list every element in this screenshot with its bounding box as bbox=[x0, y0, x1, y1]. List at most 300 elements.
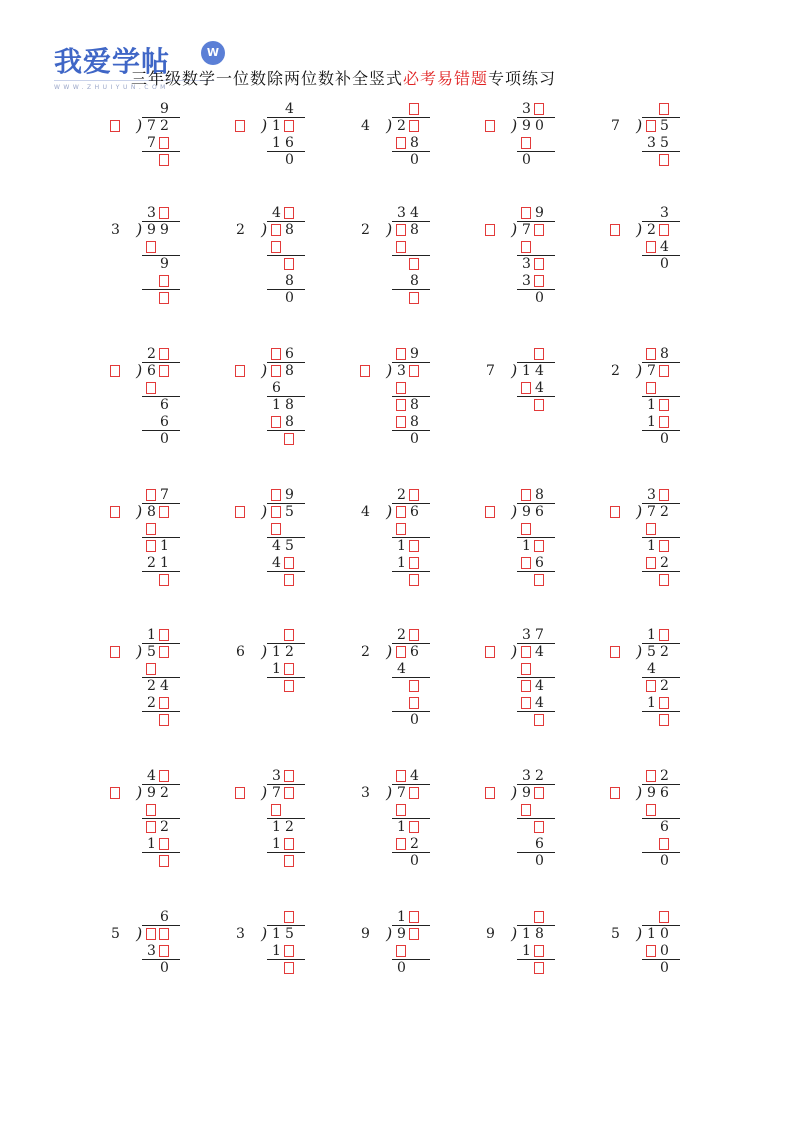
divisor: 9 bbox=[486, 926, 495, 942]
blank-box[interactable] bbox=[396, 804, 406, 816]
work-digit: 6 bbox=[160, 397, 169, 413]
blank-box[interactable] bbox=[646, 348, 656, 360]
blank-box[interactable] bbox=[485, 506, 495, 518]
blank-box[interactable] bbox=[534, 821, 544, 833]
blank-box[interactable] bbox=[485, 120, 495, 132]
work-digit: 4 bbox=[647, 661, 656, 677]
blank-box[interactable] bbox=[284, 945, 294, 957]
blank-box[interactable] bbox=[409, 365, 419, 377]
remainder-digit: 0 bbox=[535, 853, 544, 869]
division-line bbox=[392, 571, 430, 572]
dividend-digit: 1 bbox=[272, 926, 281, 942]
remainder-digit: 0 bbox=[410, 152, 419, 168]
quotient-digit: 3 bbox=[397, 205, 406, 221]
blank-box[interactable] bbox=[521, 697, 531, 709]
work-digit: 8 bbox=[285, 414, 294, 430]
division-bracket: ) bbox=[136, 361, 143, 380]
work-digit: 4 bbox=[397, 661, 406, 677]
blank-box[interactable] bbox=[159, 629, 169, 641]
quotient-digit: 9 bbox=[535, 205, 544, 221]
blank-box[interactable] bbox=[610, 787, 620, 799]
blank-box[interactable] bbox=[159, 838, 169, 850]
blank-box[interactable] bbox=[534, 714, 544, 726]
blank-box[interactable] bbox=[284, 787, 294, 799]
quotient-digit: 9 bbox=[410, 346, 419, 362]
blank-box[interactable] bbox=[159, 365, 169, 377]
division-bracket: ) bbox=[261, 361, 268, 380]
quotient-digit: 7 bbox=[535, 627, 544, 643]
work-digit: 2 bbox=[160, 819, 169, 835]
blank-box[interactable] bbox=[485, 787, 495, 799]
logo-text: 我爱学帖 bbox=[54, 45, 171, 78]
blank-box[interactable] bbox=[396, 646, 406, 658]
blank-box[interactable] bbox=[409, 120, 419, 132]
remainder-digit: 0 bbox=[285, 152, 294, 168]
blank-box[interactable] bbox=[610, 506, 620, 518]
dividend-digit: 8 bbox=[285, 222, 294, 238]
blank-box[interactable] bbox=[271, 416, 281, 428]
quotient-digit: 1 bbox=[647, 627, 656, 643]
quotient-digit: 1 bbox=[397, 909, 406, 925]
blank-box[interactable] bbox=[146, 382, 156, 394]
dividend-digit: 5 bbox=[647, 644, 656, 660]
blank-box[interactable] bbox=[396, 137, 406, 149]
divisor: 5 bbox=[111, 926, 120, 942]
blank-box[interactable] bbox=[271, 506, 281, 518]
blank-box[interactable] bbox=[146, 241, 156, 253]
division-bracket: ) bbox=[136, 783, 143, 802]
dividend-digit: 7 bbox=[147, 118, 156, 134]
remainder-digit: 0 bbox=[522, 152, 531, 168]
dividend-digit: 2 bbox=[660, 504, 669, 520]
blank-box[interactable] bbox=[646, 945, 656, 957]
division-bracket: ) bbox=[261, 502, 268, 521]
blank-box[interactable] bbox=[534, 224, 544, 236]
dividend-digit: 0 bbox=[535, 118, 544, 134]
blank-box[interactable] bbox=[159, 714, 169, 726]
blank-box[interactable] bbox=[271, 804, 281, 816]
blank-box[interactable] bbox=[534, 258, 544, 270]
work-digit: 3 bbox=[522, 273, 531, 289]
blank-box[interactable] bbox=[646, 770, 656, 782]
quotient-digit: 2 bbox=[397, 627, 406, 643]
blank-box[interactable] bbox=[409, 258, 419, 270]
quotient-digit: 3 bbox=[660, 205, 669, 221]
division-bracket: ) bbox=[636, 116, 643, 135]
blank-box[interactable] bbox=[521, 241, 531, 253]
blank-box[interactable] bbox=[646, 557, 656, 569]
blank-box[interactable] bbox=[409, 911, 419, 923]
blank-box[interactable] bbox=[534, 574, 544, 586]
work-digit: 8 bbox=[410, 414, 419, 430]
blank-box[interactable] bbox=[396, 348, 406, 360]
blank-box[interactable] bbox=[284, 855, 294, 867]
blank-box[interactable] bbox=[646, 523, 656, 535]
quotient-digit: 8 bbox=[660, 346, 669, 362]
blank-box[interactable] bbox=[659, 103, 669, 115]
blank-box[interactable] bbox=[110, 120, 120, 132]
division-bracket: ) bbox=[636, 642, 643, 661]
dividend-digit: 9 bbox=[160, 222, 169, 238]
work-digit: 3 bbox=[147, 943, 156, 959]
blank-box[interactable] bbox=[659, 697, 669, 709]
blank-box[interactable] bbox=[284, 680, 294, 692]
blank-box[interactable] bbox=[521, 489, 531, 501]
blank-box[interactable] bbox=[521, 680, 531, 692]
remainder-digit: 0 bbox=[660, 853, 669, 869]
work-digit: 6 bbox=[535, 555, 544, 571]
blank-box[interactable] bbox=[110, 365, 120, 377]
work-digit: 1 bbox=[160, 538, 169, 554]
division-bracket: ) bbox=[386, 220, 393, 239]
work-digit: 1 bbox=[272, 397, 281, 413]
dividend-digit: 1 bbox=[647, 926, 656, 942]
blank-box[interactable] bbox=[146, 489, 156, 501]
divisor: 3 bbox=[111, 222, 120, 238]
divisor: 2 bbox=[361, 222, 370, 238]
blank-box[interactable] bbox=[396, 241, 406, 253]
work-digit: 1 bbox=[647, 695, 656, 711]
work-digit: 2 bbox=[285, 819, 294, 835]
blank-box[interactable] bbox=[610, 646, 620, 658]
dividend-digit: 1 bbox=[522, 363, 531, 379]
dividend-digit: 9 bbox=[147, 222, 156, 238]
remainder-digit: 0 bbox=[410, 431, 419, 447]
blank-box[interactable] bbox=[659, 489, 669, 501]
division-line bbox=[642, 151, 680, 152]
blank-box[interactable] bbox=[284, 557, 294, 569]
blank-box[interactable] bbox=[409, 787, 419, 799]
blank-box[interactable] bbox=[159, 207, 169, 219]
blank-box[interactable] bbox=[235, 506, 245, 518]
work-digit: 6 bbox=[535, 836, 544, 852]
blank-box[interactable] bbox=[396, 399, 406, 411]
blank-box[interactable] bbox=[159, 855, 169, 867]
blank-box[interactable] bbox=[271, 489, 281, 501]
blank-box[interactable] bbox=[396, 416, 406, 428]
quotient-digit: 3 bbox=[272, 768, 281, 784]
quotient-digit: 9 bbox=[285, 487, 294, 503]
blank-box[interactable] bbox=[271, 523, 281, 535]
divisor: 5 bbox=[611, 926, 620, 942]
blank-box[interactable] bbox=[271, 365, 281, 377]
blank-box[interactable] bbox=[485, 224, 495, 236]
work-digit: 5 bbox=[660, 135, 669, 151]
blank-box[interactable] bbox=[646, 120, 656, 132]
dividend-digit: 8 bbox=[410, 222, 419, 238]
quotient-digit: 3 bbox=[522, 101, 531, 117]
blank-box[interactable] bbox=[159, 506, 169, 518]
blank-box[interactable] bbox=[534, 911, 544, 923]
dividend-digit: 5 bbox=[285, 926, 294, 942]
blank-box[interactable] bbox=[235, 365, 245, 377]
blank-box[interactable] bbox=[521, 646, 531, 658]
dividend-digit: 2 bbox=[160, 118, 169, 134]
blank-box[interactable] bbox=[284, 911, 294, 923]
work-digit: 1 bbox=[522, 538, 531, 554]
work-digit: 8 bbox=[285, 273, 294, 289]
dividend-digit: 9 bbox=[522, 504, 531, 520]
division-bracket: ) bbox=[136, 642, 143, 661]
dividend-digit: 0 bbox=[660, 926, 669, 942]
blank-box[interactable] bbox=[610, 224, 620, 236]
blank-box[interactable] bbox=[284, 207, 294, 219]
blank-box[interactable] bbox=[159, 348, 169, 360]
blank-box[interactable] bbox=[159, 697, 169, 709]
blank-box[interactable] bbox=[271, 241, 281, 253]
division-line bbox=[642, 571, 680, 572]
work-digit: 9 bbox=[160, 256, 169, 272]
blank-box[interactable] bbox=[659, 365, 669, 377]
quotient-digit: 2 bbox=[397, 487, 406, 503]
logo-url: WWW.ZHUIYUN.COM bbox=[54, 84, 169, 91]
blank-box[interactable] bbox=[284, 629, 294, 641]
title-main: 三年级数学一位数除两位数补全竖式 bbox=[131, 69, 404, 88]
blank-box[interactable] bbox=[159, 646, 169, 658]
work-digit: 4 bbox=[660, 239, 669, 255]
blank-box[interactable] bbox=[159, 137, 169, 149]
work-digit: 8 bbox=[410, 397, 419, 413]
division-line bbox=[517, 396, 555, 397]
blank-box[interactable] bbox=[534, 540, 544, 552]
blank-box[interactable] bbox=[271, 348, 281, 360]
blank-box[interactable] bbox=[360, 365, 370, 377]
blank-box[interactable] bbox=[409, 928, 419, 940]
blank-box[interactable] bbox=[146, 821, 156, 833]
quotient-digit: 9 bbox=[160, 101, 169, 117]
blank-box[interactable] bbox=[409, 680, 419, 692]
blank-box[interactable] bbox=[521, 207, 531, 219]
divisor: 7 bbox=[611, 118, 620, 134]
division-bracket: ) bbox=[386, 642, 393, 661]
quotient-digit: 4 bbox=[285, 101, 294, 117]
blank-box[interactable] bbox=[521, 523, 531, 535]
blank-box[interactable] bbox=[284, 962, 294, 974]
quotient-digit: 3 bbox=[522, 627, 531, 643]
dividend-digit: 7 bbox=[647, 363, 656, 379]
blank-box[interactable] bbox=[646, 241, 656, 253]
blank-box[interactable] bbox=[284, 770, 294, 782]
blank-box[interactable] bbox=[521, 663, 531, 675]
division-line bbox=[392, 255, 430, 256]
blank-box[interactable] bbox=[271, 224, 281, 236]
work-digit: 4 bbox=[160, 678, 169, 694]
blank-box[interactable] bbox=[396, 945, 406, 957]
division-bracket: ) bbox=[136, 924, 143, 943]
blank-box[interactable] bbox=[409, 103, 419, 115]
blank-box[interactable] bbox=[659, 540, 669, 552]
blank-box[interactable] bbox=[409, 574, 419, 586]
blank-box[interactable] bbox=[159, 275, 169, 287]
blank-box[interactable] bbox=[659, 714, 669, 726]
dividend-digit: 9 bbox=[147, 785, 156, 801]
quotient-digit: 8 bbox=[535, 487, 544, 503]
division-line bbox=[517, 571, 555, 572]
blank-box[interactable] bbox=[659, 399, 669, 411]
remainder-digit: 0 bbox=[160, 960, 169, 976]
dividend-digit: 4 bbox=[535, 644, 544, 660]
work-digit: 3 bbox=[647, 135, 656, 151]
blank-box[interactable] bbox=[110, 646, 120, 658]
blank-box[interactable] bbox=[646, 382, 656, 394]
division-bracket: ) bbox=[636, 361, 643, 380]
division-bracket: ) bbox=[136, 502, 143, 521]
blank-box[interactable] bbox=[521, 557, 531, 569]
work-digit: 6 bbox=[272, 380, 281, 396]
blank-box[interactable] bbox=[396, 770, 406, 782]
division-bracket: ) bbox=[511, 361, 518, 380]
blank-box[interactable] bbox=[146, 523, 156, 535]
dividend-digit: 2 bbox=[660, 644, 669, 660]
blank-box[interactable] bbox=[284, 663, 294, 675]
division-line bbox=[142, 711, 180, 712]
division-bracket: ) bbox=[261, 116, 268, 135]
dividend-digit: 2 bbox=[160, 785, 169, 801]
blank-box[interactable] bbox=[284, 574, 294, 586]
dividend-digit: 8 bbox=[535, 926, 544, 942]
division-bracket: ) bbox=[636, 502, 643, 521]
blank-box[interactable] bbox=[409, 292, 419, 304]
blank-box[interactable] bbox=[110, 787, 120, 799]
blank-box[interactable] bbox=[159, 292, 169, 304]
quotient-digit: 1 bbox=[147, 627, 156, 643]
blank-box[interactable] bbox=[235, 787, 245, 799]
dividend-digit: 1 bbox=[272, 644, 281, 660]
blank-box[interactable] bbox=[235, 120, 245, 132]
work-digit: 2 bbox=[660, 555, 669, 571]
logo-badge-icon: W bbox=[201, 41, 225, 65]
division-line bbox=[142, 151, 180, 152]
blank-box[interactable] bbox=[284, 433, 294, 445]
division-bracket: ) bbox=[261, 642, 268, 661]
blank-box[interactable] bbox=[159, 928, 169, 940]
remainder-digit: 0 bbox=[285, 290, 294, 306]
division-bracket: ) bbox=[386, 361, 393, 380]
blank-box[interactable] bbox=[409, 540, 419, 552]
dividend-digit: 9 bbox=[522, 785, 531, 801]
blank-box[interactable] bbox=[534, 962, 544, 974]
dividend-digit: 7 bbox=[272, 785, 281, 801]
blank-box[interactable] bbox=[159, 945, 169, 957]
blank-box[interactable] bbox=[534, 399, 544, 411]
dividend-digit: 6 bbox=[410, 644, 419, 660]
blank-box[interactable] bbox=[110, 506, 120, 518]
quotient-digit: 4 bbox=[272, 205, 281, 221]
blank-box[interactable] bbox=[396, 382, 406, 394]
blank-box[interactable] bbox=[284, 838, 294, 850]
work-digit: 0 bbox=[660, 943, 669, 959]
blank-box[interactable] bbox=[534, 103, 544, 115]
blank-box[interactable] bbox=[659, 224, 669, 236]
blank-box[interactable] bbox=[409, 697, 419, 709]
division-line bbox=[142, 925, 180, 926]
blank-box[interactable] bbox=[396, 224, 406, 236]
blank-box[interactable] bbox=[659, 574, 669, 586]
blank-box[interactable] bbox=[146, 540, 156, 552]
blank-box[interactable] bbox=[146, 804, 156, 816]
work-digit: 1 bbox=[272, 836, 281, 852]
dividend-digit: 8 bbox=[147, 504, 156, 520]
division-bracket: ) bbox=[511, 220, 518, 239]
division-line bbox=[392, 677, 430, 678]
divisor: 2 bbox=[236, 222, 245, 238]
blank-box[interactable] bbox=[396, 523, 406, 535]
quotient-digit: 4 bbox=[410, 205, 419, 221]
quotient-digit: 3 bbox=[522, 768, 531, 784]
blank-box[interactable] bbox=[534, 945, 544, 957]
work-digit: 2 bbox=[410, 836, 419, 852]
work-digit: 6 bbox=[285, 135, 294, 151]
blank-box[interactable] bbox=[659, 629, 669, 641]
division-bracket: ) bbox=[386, 924, 393, 943]
blank-box[interactable] bbox=[146, 928, 156, 940]
blank-box[interactable] bbox=[534, 275, 544, 287]
work-digit: 8 bbox=[410, 273, 419, 289]
blank-box[interactable] bbox=[485, 646, 495, 658]
blank-box[interactable] bbox=[146, 663, 156, 675]
blank-box[interactable] bbox=[521, 382, 531, 394]
blank-box[interactable] bbox=[646, 680, 656, 692]
division-bracket: ) bbox=[511, 642, 518, 661]
quotient-digit: 6 bbox=[285, 346, 294, 362]
blank-box[interactable] bbox=[396, 838, 406, 850]
blank-box[interactable] bbox=[159, 770, 169, 782]
blank-box[interactable] bbox=[659, 838, 669, 850]
blank-box[interactable] bbox=[396, 506, 406, 518]
dividend-digit: 6 bbox=[660, 785, 669, 801]
work-digit: 2 bbox=[147, 555, 156, 571]
blank-box[interactable] bbox=[659, 911, 669, 923]
blank-box[interactable] bbox=[409, 821, 419, 833]
dividend-digit: 2 bbox=[397, 118, 406, 134]
blank-box[interactable] bbox=[659, 154, 669, 166]
work-digit: 1 bbox=[397, 555, 406, 571]
blank-box[interactable] bbox=[534, 787, 544, 799]
division-line bbox=[142, 852, 180, 853]
division-line bbox=[517, 818, 555, 819]
blank-box[interactable] bbox=[284, 258, 294, 270]
blank-box[interactable] bbox=[534, 348, 544, 360]
blank-box[interactable] bbox=[521, 804, 531, 816]
division-bracket: ) bbox=[511, 783, 518, 802]
work-digit: 1 bbox=[160, 555, 169, 571]
quotient-digit: 2 bbox=[147, 346, 156, 362]
quotient-digit: 7 bbox=[160, 487, 169, 503]
blank-box[interactable] bbox=[409, 489, 419, 501]
work-digit: 1 bbox=[272, 661, 281, 677]
divisor: 7 bbox=[486, 363, 495, 379]
work-digit: 5 bbox=[285, 538, 294, 554]
dividend-digit: 8 bbox=[285, 363, 294, 379]
blank-box[interactable] bbox=[659, 416, 669, 428]
blank-box[interactable] bbox=[284, 120, 294, 132]
blank-box[interactable] bbox=[409, 629, 419, 641]
work-digit: 1 bbox=[647, 414, 656, 430]
division-line bbox=[517, 711, 555, 712]
blank-box[interactable] bbox=[409, 557, 419, 569]
dividend-digit: 3 bbox=[397, 363, 406, 379]
blank-box[interactable] bbox=[159, 574, 169, 586]
dividend-digit: 6 bbox=[147, 363, 156, 379]
dividend-digit: 7 bbox=[522, 222, 531, 238]
work-digit: 1 bbox=[272, 135, 281, 151]
title-suffix: 专项练习 bbox=[488, 69, 557, 88]
blank-box[interactable] bbox=[646, 804, 656, 816]
blank-box[interactable] bbox=[159, 154, 169, 166]
remainder-digit: 0 bbox=[660, 256, 669, 272]
remainder-digit: 0 bbox=[410, 853, 419, 869]
blank-box[interactable] bbox=[521, 137, 531, 149]
